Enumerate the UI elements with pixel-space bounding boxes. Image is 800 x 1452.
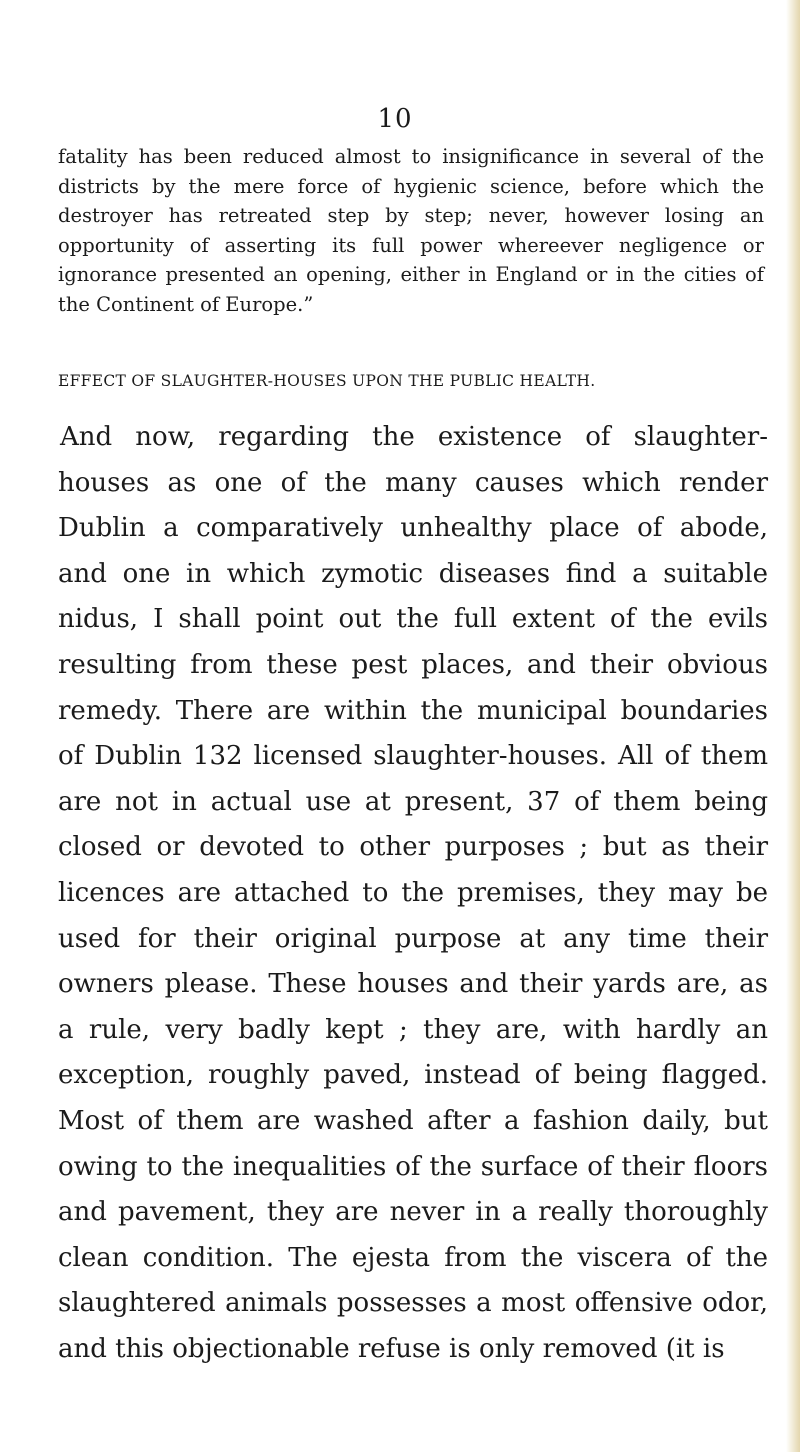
page-edge-shadow [786, 0, 800, 1452]
body-paragraph: And now, regarding the existence of slaughter-houses as one of the many causes which render Dublin a comparatively unhealthy place of abode, and one in which zymotic diseases find a suitable nidus, I shall point out the full extent of the evils resulting from these pest places, and their obvious remedy. There are within the municipal boundaries of Dublin 132 licensed slaughter-houses. All of them are not in actual use at present, 37 of them being closed or devoted to other purposes ; but as their licences are attached to the premises, they may be used for their original purpose at any time their owners please. These houses and their yards are, as a rule, very badly kept ; they are, with hardly an exception, roughly paved, instead of being flagged. Most of them are washed after a fashion daily, but owing to the inequalities of the surface of their floors and pavement, they are never in a really thoroughly clean condition. The ejesta from the viscera of the slaughtered animals possesses a most offensive odor, and this objectionable refuse is only removed (it is [58, 422, 768, 1364]
quote-continuation-paragraph: fatality has been reduced almost to insignificance in several of the districts by the mere force of hygienic science, before which the destroyer has retreated step by step; never, however losing an opportunity of asserting its full power whereever negligence or ignorance presented an opening, either in England or in the cities of the Continent of Europe.” [58, 145, 764, 316]
page-number: 10 [377, 104, 413, 134]
section-heading: EFFECT OF SLAUGHTER-HOUSES UPON THE PUBLIC HEALTH. [58, 372, 596, 390]
